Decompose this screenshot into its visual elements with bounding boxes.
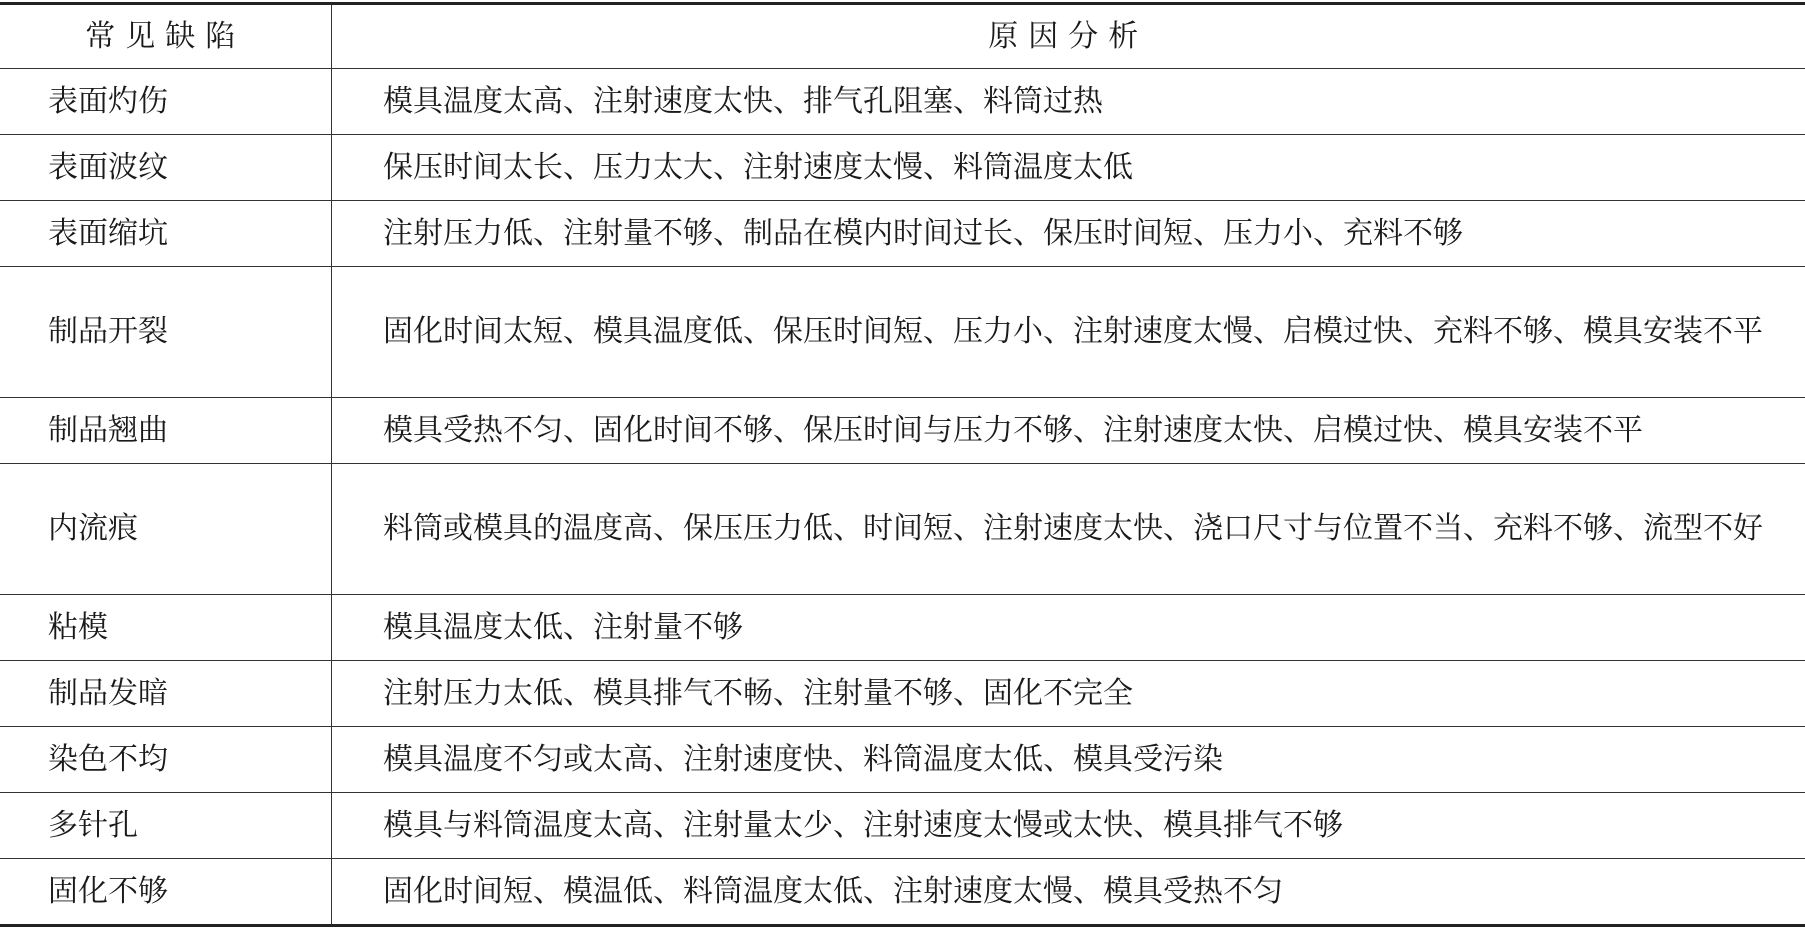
cause-cell: 模具温度不匀或太高、注射速度快、料筒温度太低、模具受污染 <box>331 727 1805 793</box>
cause-cell: 固化时间太短、模具温度低、保压时间短、压力小、注射速度太慢、启模过快、充料不够、模具安装不平 <box>331 267 1805 398</box>
header-defect: 常见缺陷 <box>0 4 331 69</box>
cause-cell: 注射压力太低、模具排气不畅、注射量不够、固化不完全 <box>331 661 1805 727</box>
defect-cell: 制品翘曲 <box>0 398 331 464</box>
table-row <box>0 595 1805 661</box>
cause-cell: 模具与料筒温度太高、注射量太少、注射速度太慢或太快、模具排气不够 <box>331 793 1805 859</box>
table-header-row <box>0 4 1805 69</box>
defect-cell: 固化不够 <box>0 859 331 926</box>
defect-cell: 表面灼伤 <box>0 69 331 135</box>
table-row <box>0 793 1805 859</box>
table-row <box>0 69 1805 135</box>
table-row <box>0 135 1805 201</box>
defect-cause-table <box>0 2 1805 927</box>
table-row <box>0 267 1805 398</box>
defect-cell: 制品发暗 <box>0 661 331 727</box>
table-row <box>0 859 1805 926</box>
table-row <box>0 201 1805 267</box>
table-row <box>0 661 1805 727</box>
table-row <box>0 727 1805 793</box>
header-cause-analysis: 原因分析 <box>331 4 1805 69</box>
cause-cell: 模具温度太低、注射量不够 <box>331 595 1805 661</box>
cause-cell: 保压时间太长、压力太大、注射速度太慢、料筒温度太低 <box>331 135 1805 201</box>
cause-cell: 模具受热不匀、固化时间不够、保压时间与压力不够、注射速度太快、启模过快、模具安装不平 <box>331 398 1805 464</box>
defect-cell: 粘模 <box>0 595 331 661</box>
cause-cell: 模具温度太高、注射速度太快、排气孔阻塞、料筒过热 <box>331 69 1805 135</box>
cause-cell: 料筒或模具的温度高、保压压力低、时间短、注射速度太快、浇口尺寸与位置不当、充料不够、流型不好 <box>331 464 1805 595</box>
defect-cell: 多针孔 <box>0 793 331 859</box>
defect-cell: 制品开裂 <box>0 267 331 398</box>
cause-cell: 注射压力低、注射量不够、制品在模内时间过长、保压时间短、压力小、充料不够 <box>331 201 1805 267</box>
table-row <box>0 464 1805 595</box>
defect-cell: 内流痕 <box>0 464 331 595</box>
cause-cell: 固化时间短、模温低、料筒温度太低、注射速度太慢、模具受热不匀 <box>331 859 1805 926</box>
defect-cell: 表面波纹 <box>0 135 331 201</box>
defect-cell: 染色不均 <box>0 727 331 793</box>
table-row <box>0 398 1805 464</box>
defect-cell: 表面缩坑 <box>0 201 331 267</box>
